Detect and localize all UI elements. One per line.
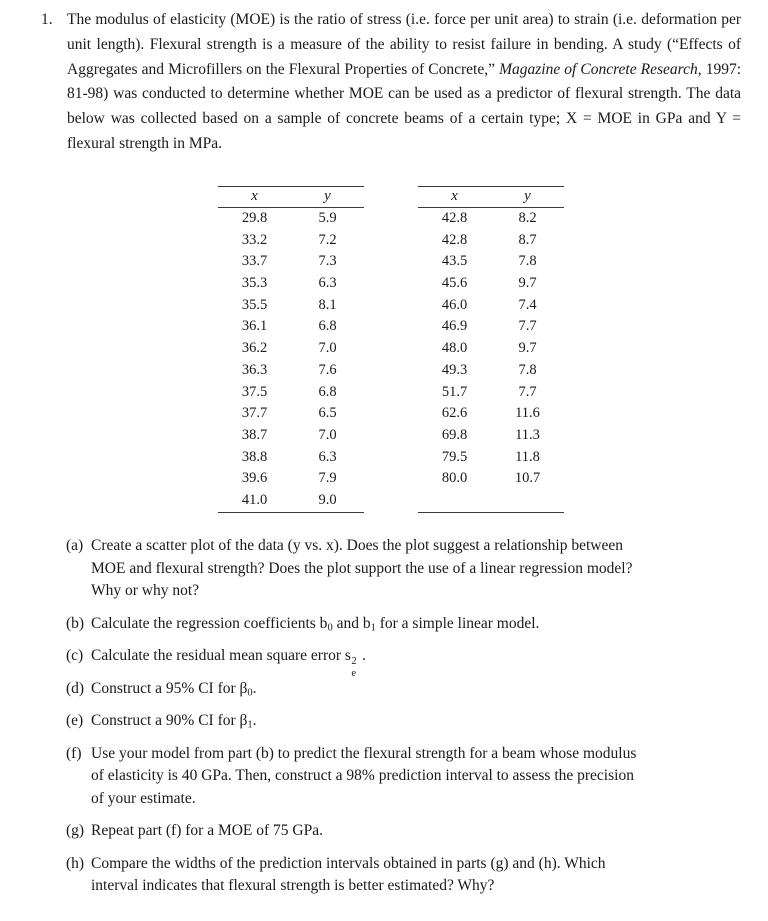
data-table-right <box>418 186 564 513</box>
cell-x: 46.9 <box>441 318 468 335</box>
cell-y: 7.7 <box>518 318 537 335</box>
part-h-line-2: interval indicates that flexural strength is better estimated? Why? <box>91 877 495 894</box>
part-g <box>66 820 756 843</box>
table-row <box>218 490 364 512</box>
cell-x: 51.7 <box>441 383 468 400</box>
cell-y: 7.9 <box>318 470 337 487</box>
cell-y: 9.7 <box>518 340 537 357</box>
cell-x: 38.8 <box>241 448 268 465</box>
cell-x: 43.5 <box>441 253 468 270</box>
cell-y: 6.5 <box>318 405 337 422</box>
table-header-row <box>218 187 364 208</box>
table-row <box>218 382 364 404</box>
part-f-line-3: of your estimate. <box>91 789 196 807</box>
part-b-sub-0: 0 <box>327 622 333 634</box>
table-bottom-rule <box>418 512 564 513</box>
table-row <box>418 425 564 447</box>
part-b-mid: and b <box>332 614 371 632</box>
table-row <box>418 468 564 490</box>
cell-x: 29.8 <box>241 210 268 226</box>
part-b-pre: Calculate the regression coefficients b <box>91 614 328 632</box>
cell-x: 45.6 <box>441 275 468 292</box>
table-row <box>218 360 364 382</box>
cell-y: 8.1 <box>318 296 337 313</box>
cell-y: 11.6 <box>515 405 540 422</box>
table-row <box>418 251 564 273</box>
problem-1 <box>41 8 741 157</box>
part-d-label: (d) <box>66 679 85 697</box>
cell-y: 6.3 <box>318 448 337 465</box>
part-g-label: (g) <box>66 822 85 839</box>
table-row <box>218 316 364 338</box>
cell-x: 37.7 <box>241 405 268 422</box>
cell-x: 49.3 <box>441 361 468 378</box>
cell-y: 7.6 <box>318 361 337 378</box>
cell-y: 11.8 <box>515 448 540 465</box>
cell-y: 6.8 <box>318 383 337 400</box>
se-exponent: 2 <box>351 656 357 668</box>
problem-line-2: deformation per unit length). Flexural strength is a measure of the ability to resist failure in <box>67 11 742 53</box>
table-row <box>418 338 564 360</box>
cell-x: 42.8 <box>441 231 468 248</box>
part-d-post: . <box>252 679 257 697</box>
cell-y: 9.0 <box>318 491 337 508</box>
cell-y: 8.7 <box>518 231 537 248</box>
part-d-text <box>91 678 756 701</box>
cell-x: 41.0 <box>241 491 268 508</box>
cell-x: 80.0 <box>441 470 468 487</box>
part-c-label: (c) <box>66 647 84 664</box>
cell-x: 37.5 <box>241 383 268 400</box>
cell-y: 5.9 <box>318 210 337 226</box>
cell-y: 8.2 <box>518 210 537 226</box>
problem-line-7: whether MOE can be used as a predictor of flexural strength. The data below was collected <box>67 85 742 128</box>
cell-y: 6.3 <box>318 275 337 292</box>
part-e <box>66 710 756 733</box>
cell-y: 6.8 <box>318 318 337 335</box>
part-h <box>66 853 756 898</box>
part-e-label: (e) <box>66 712 84 729</box>
part-f-line-2: of elasticity is 40 GPa. Then, construct a 98% prediction interval to assess the precision <box>91 767 634 784</box>
table-header-row <box>418 187 564 208</box>
table-row <box>218 425 364 447</box>
cell-y: 7.8 <box>518 253 537 270</box>
table-row <box>218 251 364 273</box>
part-e-post: . <box>252 712 257 729</box>
table-row <box>418 316 564 338</box>
part-h-line-1: Compare the widths of the prediction intervals obtained in parts (g) and (h). Which <box>91 854 606 872</box>
part-a-line-2: MOE and flexural strength? Does the plot support the use of a linear regression model? <box>91 559 633 577</box>
part-d-sub: 0 <box>247 687 253 699</box>
problem-number: 1. <box>41 11 53 28</box>
part-f-label: (f) <box>66 744 82 762</box>
table-row <box>218 447 364 469</box>
column-header-x: x <box>418 187 491 208</box>
problem-line-3: bending. A study (“Effects of Aggregates and Microfillers on the Flexural Properties of <box>67 35 741 78</box>
part-c-post: . <box>362 647 366 664</box>
cell-x: 62.6 <box>441 405 468 422</box>
cell-y: 7.3 <box>318 253 337 270</box>
part-e-sub: 1 <box>247 719 253 731</box>
table-row <box>218 468 364 490</box>
table-bottom-rule <box>218 512 364 513</box>
cell-y: 7.8 <box>518 361 537 378</box>
cell-y: 7.2 <box>318 231 337 248</box>
problem-line-4: Concrete,” <box>428 60 500 78</box>
table-body-left <box>218 208 364 513</box>
cell-y: 7.0 <box>318 426 337 443</box>
table-row <box>218 403 364 425</box>
table-row <box>418 382 564 404</box>
part-b-post: for a simple linear model. <box>375 614 540 632</box>
data-table-left <box>218 186 364 513</box>
part-f <box>66 743 756 811</box>
table-row <box>218 230 364 252</box>
column-header-x: x <box>218 187 291 208</box>
table-row <box>418 273 564 295</box>
part-d-pre: Construct a 95% CI for β <box>91 679 248 697</box>
part-d <box>66 678 756 701</box>
part-a <box>66 535 756 603</box>
part-a-line-1: Create a scatter plot of the data (y vs. x). Does the plot suggest a relationship between <box>91 537 624 554</box>
cell-x: 79.5 <box>441 448 468 465</box>
part-b <box>66 613 756 636</box>
problem-statement <box>67 8 741 157</box>
part-h-label: (h) <box>66 854 85 872</box>
table-row <box>418 360 564 382</box>
table-row <box>418 208 564 230</box>
cell-y: 7.0 <box>318 340 337 357</box>
part-a-line-3: Why or why not? <box>91 582 200 599</box>
table-spacer-row <box>418 490 564 512</box>
part-c-text <box>91 645 756 680</box>
cell-x: 42.8 <box>441 210 468 226</box>
cell-x: 39.6 <box>241 470 268 487</box>
part-b-text <box>91 613 756 636</box>
table-row <box>418 403 564 425</box>
cell-x: 48.0 <box>441 340 468 357</box>
table-row <box>218 295 364 317</box>
part-a-label: (a) <box>66 537 84 554</box>
part-e-pre: Construct a 90% CI for β <box>91 712 248 729</box>
table-row <box>418 230 564 252</box>
cell-x: 35.3 <box>241 275 268 292</box>
data-tables <box>0 186 768 531</box>
column-header-y: y <box>291 187 364 208</box>
cell-y: 10.7 <box>514 470 541 487</box>
cell-x: 36.1 <box>241 318 268 335</box>
question-parts <box>66 535 756 908</box>
cell-x: 69.8 <box>441 426 468 443</box>
table-row <box>418 447 564 469</box>
part-g-line-1: Repeat part (f) for a MOE of 75 GPa. <box>91 822 323 839</box>
part-c <box>66 645 756 680</box>
part-c-pre: Calculate the residual mean square error s <box>91 647 351 664</box>
column-header-y: y <box>491 187 564 208</box>
cell-x: 35.5 <box>241 296 268 313</box>
cell-y: 7.4 <box>518 296 537 313</box>
cell-x: 38.7 <box>241 426 268 443</box>
cell-y: 11.3 <box>515 426 540 443</box>
part-e-text <box>91 710 756 733</box>
problem-line-9: strength in MPa. <box>119 134 222 152</box>
part-b-sub-1: 1 <box>370 622 376 634</box>
cell-x: 46.0 <box>441 296 468 313</box>
problem-line-8: based on a sample of concrete beams of a certain type; X = MOE in GPa and Y = flexural <box>67 110 742 152</box>
cell-x: 36.2 <box>241 340 268 357</box>
journal-title: Magazine of Concrete Research <box>499 60 698 78</box>
table-row <box>418 295 564 317</box>
part-f-line-1: Use your model from part (b) to predict the flexural strength for a beam whose modulus <box>91 744 637 762</box>
table-row <box>218 338 364 360</box>
table-row <box>218 208 364 230</box>
cell-x: 33.2 <box>241 231 268 248</box>
part-b-label: (b) <box>66 614 85 632</box>
cell-x: 33.7 <box>241 253 268 270</box>
problem-line-1: The modulus of elasticity (MOE) is the ratio of stress (i.e. force per unit area) to strain (i.e. <box>67 11 637 28</box>
table-row <box>218 273 364 295</box>
cell-y: 9.7 <box>518 275 537 292</box>
problem-line-6: , 1997: 81-98) was conducted to determine <box>67 60 742 103</box>
cell-y: 7.7 <box>518 383 537 400</box>
se-subscript: e <box>351 668 357 680</box>
cell-x: 36.3 <box>241 361 268 378</box>
table-body-right <box>418 208 564 513</box>
